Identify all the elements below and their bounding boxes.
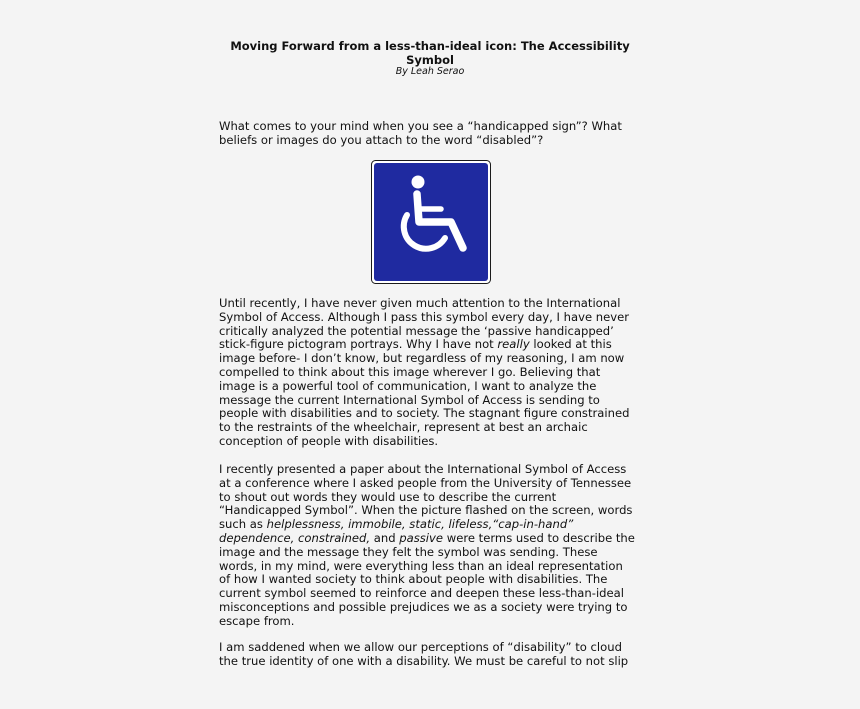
paragraph-line: at a conference where I asked people from the University of Tennessee [219, 475, 632, 490]
paragraph-line: image before- I don’t know, but regardless of my reasoning, I am now [219, 351, 625, 366]
paragraph-line: Until recently, I have never given much attention to the International [219, 296, 621, 310]
paragraph-line: conception of people with disabilities. [219, 433, 439, 448]
paragraph-line: What comes to your mind when you see a “handicapped sign”? What [219, 119, 622, 133]
paragraph-line: beliefs or images do you attach to the word “disabled”? [219, 132, 544, 147]
document-title [210, 39, 650, 67]
title-line-2: Symbol [406, 53, 454, 67]
paragraph-2 [219, 297, 651, 449]
paragraph-line: stick-figure pictogram portrays. Why I have not really looked at this [219, 337, 612, 352]
paragraph-line: critically analyzed the potential message the ‘passive handicapped’ [219, 323, 614, 338]
paragraph-line: compelled to think about this image wherever I go. Believing that [219, 364, 601, 379]
paragraph-1 [219, 120, 651, 148]
paragraph-line: words, in my mind, were everything less than an ideal representation [219, 558, 623, 573]
paragraph-line: people with disabilities and to society. The stagnant figure constrained [219, 406, 630, 421]
paragraph-line: to the restraints of the wheelchair, represent at best an archaic [219, 420, 588, 435]
paragraph-line: such as helplessness, immobile, static, lifeless,“cap-in-hand” [219, 517, 574, 532]
paragraph-line: message the current International Symbol of Access is sending to [219, 392, 600, 407]
paragraph-4 [219, 641, 651, 669]
paragraph-line: Symbol of Access. Although I pass this symbol every day, I have never [219, 309, 630, 324]
paragraph-3 [219, 463, 651, 629]
paragraph-line: the true identity of one with a disability. We must be careful to not slip [219, 653, 629, 668]
author-byline: By Leah Serao [395, 66, 465, 77]
paragraph-line: current symbol seemed to reinforce and deepen these less-than-ideal [219, 586, 624, 601]
paragraph-line: to shout out words they would use to describe the current [219, 489, 557, 504]
paragraph-line: image and the message they felt the symbol was sending. These [219, 544, 598, 559]
paragraph-line: I recently presented a paper about the International Symbol of Access [219, 462, 627, 476]
paragraph-line: image is a powerful tool of communication, I want to analyze the [219, 378, 597, 393]
wheelchair-icon [371, 160, 491, 284]
paragraph-line: of how I wanted society to think about people with disabilities. The [219, 572, 608, 587]
title-line-1: Moving Forward from a less-than-ideal icon: The Accessibility [230, 39, 630, 53]
paragraph-line: dependence, constrained, and passive were terms used to describe the [219, 530, 635, 545]
paragraph-line: escape from. [219, 613, 295, 628]
paragraph-line: misconceptions and possible prejudices we as a society were trying to [219, 599, 628, 614]
paragraph-line: I am saddened when we allow our perceptions of “disability” to cloud [219, 640, 622, 654]
paragraph-line: “Handicapped Symbol”. When the picture flashed on the screen, words [219, 503, 633, 518]
